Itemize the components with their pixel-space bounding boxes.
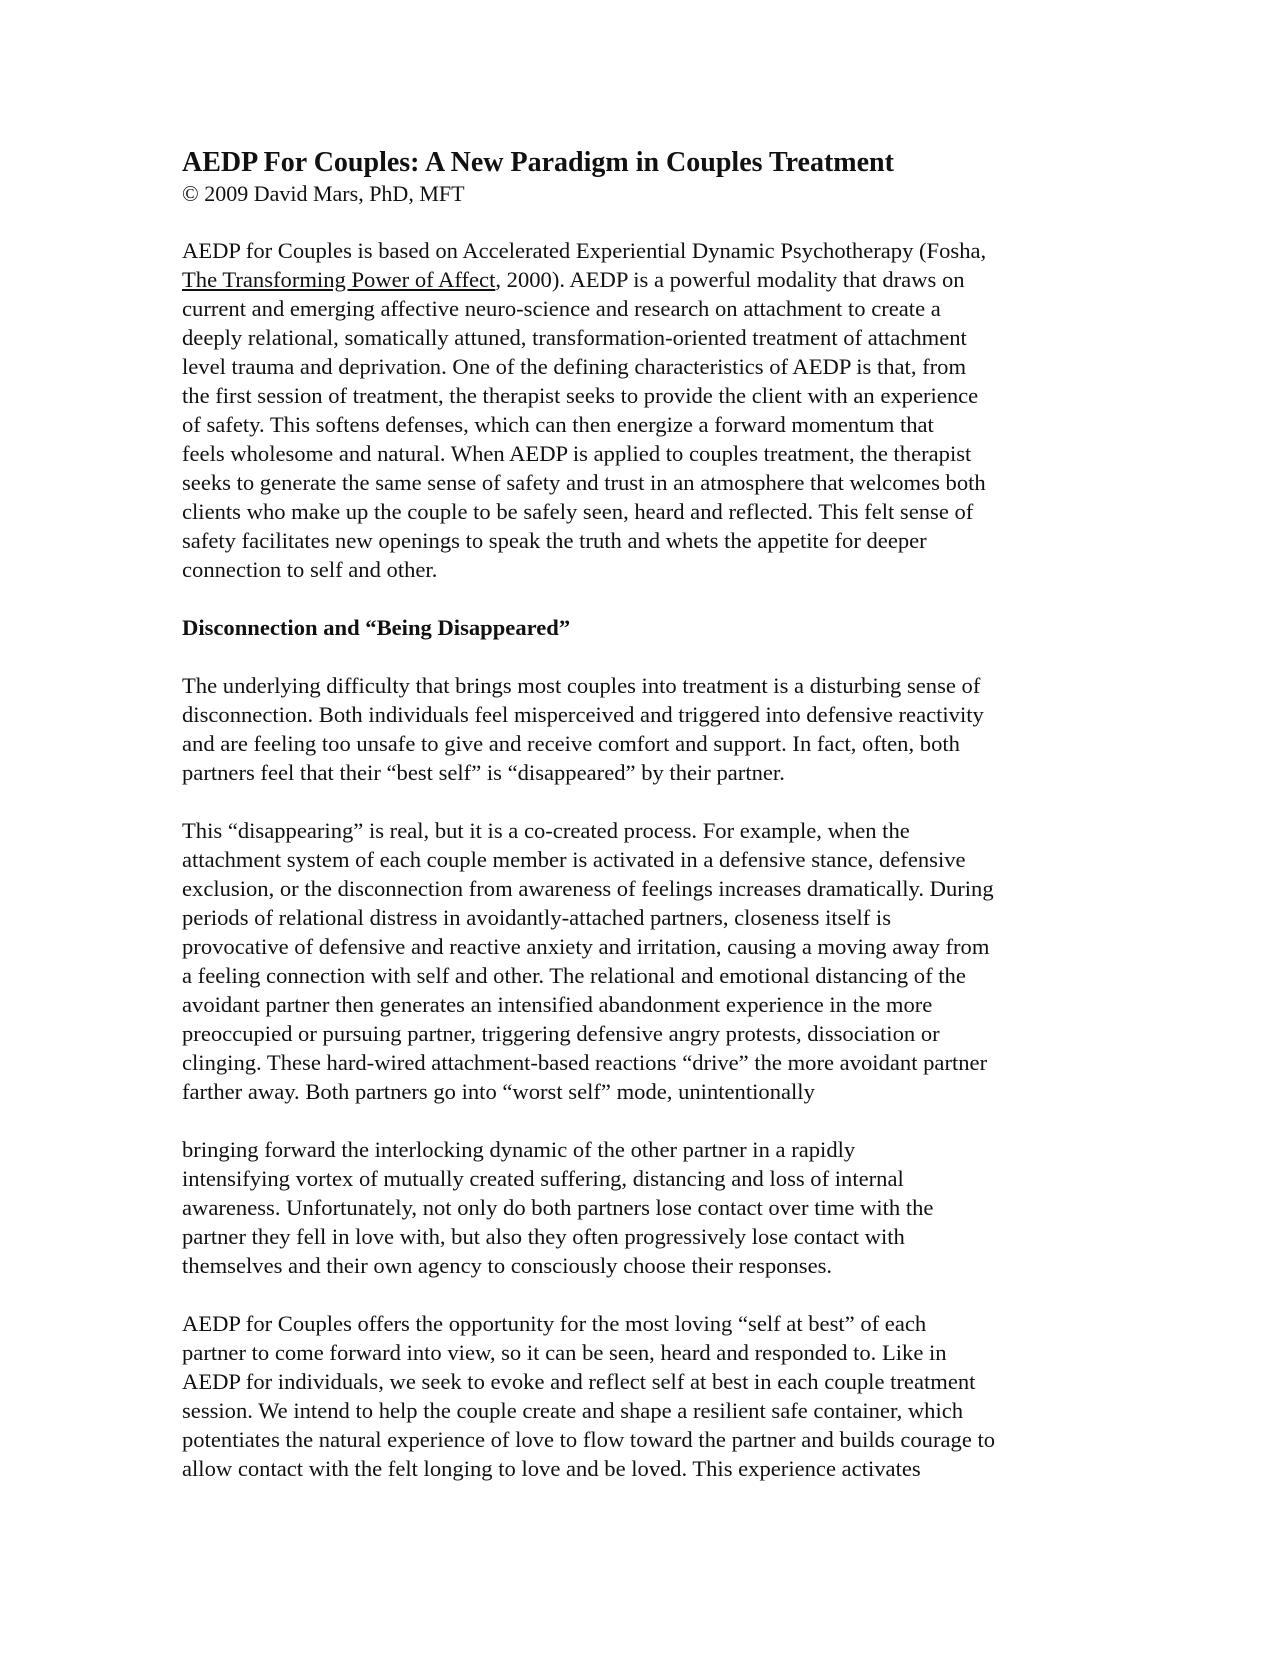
text-line: disconnection. Both individuals feel misperceived and triggered into defensive reactivity xyxy=(182,702,984,727)
text-line: partner to come forward into view, so it can be seen, heard and responded to. Like in xyxy=(182,1340,947,1365)
text-line: level trauma and deprivation. One of the defining characteristics of AEDP is that, from xyxy=(182,354,967,379)
text-line: of safety. This softens defenses, which can then energize a forward momentum that xyxy=(182,412,934,437)
text-line: potentiates the natural experience of love to flow toward the partner and builds courage to xyxy=(182,1427,996,1452)
text-line: allow contact with the felt longing to love and be loved. This experience activates xyxy=(182,1456,921,1481)
paragraph-self-at-best xyxy=(182,1309,1102,1483)
text-line: safety facilitates new openings to speak the truth and whets the appetite for deeper xyxy=(182,528,927,553)
text-line: awareness. Unfortunately, not only do both partners lose contact over time with the xyxy=(182,1195,934,1220)
paragraph-vortex xyxy=(182,1135,1102,1280)
text-line: The underlying difficulty that brings most couples into treatment is a disturbing sense of xyxy=(182,673,981,698)
text-line: bringing forward the interlocking dynamic of the other partner in a rapidly xyxy=(182,1137,856,1162)
text-line: session. We intend to help the couple create and shape a resilient safe container, which xyxy=(182,1398,964,1423)
copyright-byline: © 2009 David Mars, PhD, MFT xyxy=(182,181,465,206)
text-line: a feeling connection with self and other. The relational and emotional distancing of the xyxy=(182,963,966,988)
text-line: seeks to generate the same sense of safety and trust in an atmosphere that welcomes both xyxy=(182,470,986,495)
text-line: AEDP for Couples offers the opportunity for the most loving “self at best” of each xyxy=(182,1311,927,1336)
text-line: attachment system of each couple member is activated in a defensive stance, defensive xyxy=(182,847,966,872)
text-line: preoccupied or pursuing partner, triggering defensive angry protests, dissociation or xyxy=(182,1021,940,1046)
paragraph-disconnection xyxy=(182,671,1102,787)
text-line: AEDP for individuals, we seek to evoke and reflect self at best in each couple treatment xyxy=(182,1369,976,1394)
text-fragment: , 2000). AEDP is a powerful modality that draws on xyxy=(495,267,965,292)
text-line: feels wholesome and natural. When AEDP is applied to couples treatment, the therapist xyxy=(182,441,972,466)
text-line: intensifying vortex of mutually created suffering, distancing and loss of internal xyxy=(182,1166,904,1191)
text-line: avoidant partner then generates an intensified abandonment experience in the more xyxy=(182,992,933,1017)
text-line: partners feel that their “best self” is “disappeared” by their partner. xyxy=(182,760,785,785)
text-line: farther away. Both partners go into “worst self” mode, unintentionally xyxy=(182,1079,815,1104)
text-line: connection to self and other. xyxy=(182,557,438,582)
text-line: clinging. These hard-wired attachment-based reactions “drive” the more avoidant partner xyxy=(182,1050,988,1075)
document-body xyxy=(182,146,1102,1512)
paragraph-disappearing xyxy=(182,816,1102,1106)
text-line: deeply relational, somatically attuned, transformation-oriented treatment of attachment xyxy=(182,325,967,350)
text-line: exclusion, or the disconnection from awareness of feelings increases dramatically. During xyxy=(182,876,994,901)
document-title: AEDP For Couples: A New Paradigm in Couples Treatment xyxy=(182,147,894,178)
text-line: provocative of defensive and reactive anxiety and irritation, causing a moving away from xyxy=(182,934,990,959)
intro-paragraph xyxy=(182,236,1102,584)
text-line: partner they fell in love with, but also they often progressively lose contact with xyxy=(182,1224,905,1249)
text-line: clients who make up the couple to be safely seen, heard and reflected. This felt sense of xyxy=(182,499,974,524)
text-line xyxy=(182,265,1102,294)
book-title: The Transforming Power of Affect xyxy=(182,267,496,292)
text-line: the first session of treatment, the therapist seeks to provide the client with an experience xyxy=(182,383,979,408)
text-line: AEDP for Couples is based on Accelerated Experiential Dynamic Psychotherapy (Fosha, xyxy=(182,238,987,263)
text-line: and are feeling too unsafe to give and receive comfort and support. In fact, often, both xyxy=(182,731,960,756)
text-line: themselves and their own agency to consciously choose their responses. xyxy=(182,1253,833,1278)
text-line: current and emerging affective neuro-science and research on attachment to create a xyxy=(182,296,941,321)
text-line: This “disappearing” is real, but it is a co-created process. For example, when the xyxy=(182,818,910,843)
text-line: periods of relational distress in avoidantly-attached partners, closeness itself is xyxy=(182,905,891,930)
section-heading: Disconnection and “Being Disappeared” xyxy=(182,615,571,640)
